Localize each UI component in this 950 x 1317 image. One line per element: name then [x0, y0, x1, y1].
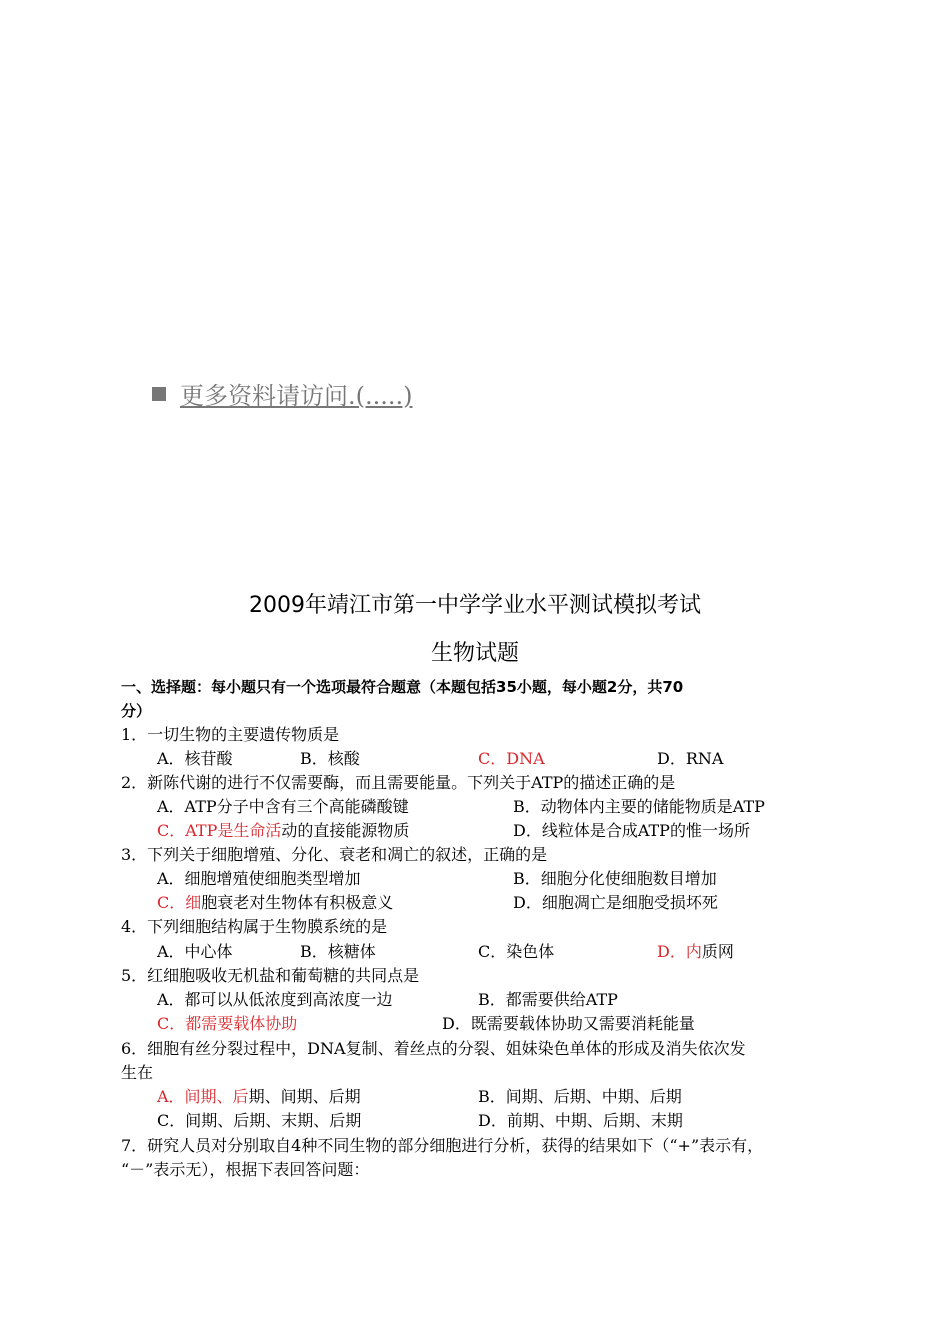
option-d: D．既需要载体协助又需要消耗能量: [442, 1014, 695, 1033]
section-heading-cont: 分）: [121, 702, 152, 720]
option-text: 动的直接能源物质: [281, 821, 410, 840]
answer-highlight: C．ATP是生命活: [157, 821, 282, 840]
option-c-answer: C．DNA: [478, 749, 545, 768]
option-b: B．核糖体: [300, 942, 376, 961]
option-c-answer: C．都需要载体协助: [157, 1014, 298, 1033]
square-bullet-icon: [152, 387, 166, 401]
question-stem: 1．一切生物的主要遗传物质是: [121, 725, 340, 744]
option-c: [157, 893, 393, 913]
option-text: 胞衰老对生物体有积极意义: [201, 893, 394, 912]
option-d: D．线粒体是合成ATP的惟一场所: [513, 821, 750, 840]
exam-subtitle: 生物试题: [430, 641, 519, 666]
option-d: D．前期、中期、后期、末期: [478, 1111, 683, 1130]
option-b: B．动物体内主要的储能物质是ATP: [513, 797, 765, 816]
option-b: B．核酸: [300, 749, 360, 768]
question-stem: 2．新陈代谢的进行不仅需要酶，而且需要能量。下列关于ATP的描述正确的是: [121, 773, 676, 792]
question-stem: 6．细胞有丝分裂过程中，DNA复制、着丝点的分裂、姐妹染色单体的形成及消失依次发: [121, 1039, 746, 1058]
option-b: B．间期、后期、中期、后期: [478, 1087, 682, 1106]
answer-highlight: D．内: [657, 942, 702, 961]
question-stem: 7．研究人员对分别取自4种不同生物的部分细胞进行分析，获得的结果如下（“+”表示有，: [121, 1136, 764, 1155]
option-text: 质网: [701, 942, 734, 961]
option-a: A．中心体: [157, 942, 233, 961]
option-b: B．都需要供给ATP: [478, 990, 618, 1009]
option-a: A．都可以从低浓度到高浓度一边: [157, 990, 393, 1009]
answer-highlight: A．间期、后: [157, 1087, 249, 1106]
option-a: A．核苷酸: [157, 749, 233, 768]
option-a: [157, 1087, 361, 1107]
option-c: [157, 821, 409, 841]
promo-link-row: [152, 376, 413, 411]
question-stem-cont: 生在: [121, 1063, 154, 1082]
option-a: A．ATP分子中含有三个高能磷酸键: [157, 797, 409, 816]
option-c: C．间期、后期、末期、后期: [157, 1111, 362, 1130]
option-text: 期、间期、后期: [248, 1087, 361, 1106]
option-a: A．细胞增殖使细胞类型增加: [157, 869, 361, 888]
option-d: D．RNA: [657, 749, 724, 768]
answer-highlight: C．细: [157, 893, 202, 912]
question-stem-cont: “－”表示无），根据下表回答问题：: [121, 1160, 370, 1179]
promo-link[interactable]: 更多资料请访问.(.....): [180, 382, 413, 410]
option-d: D．细胞凋亡是细胞受损坏死: [513, 893, 718, 912]
option-d: [657, 942, 734, 962]
option-c: C．染色体: [478, 942, 555, 961]
question-stem: 5．红细胞吸收无机盐和葡萄糖的共同点是: [121, 966, 420, 985]
section-heading: 一、选择题：每小题只有一个选项最符合题意（本题包括35小题，每小题2分，共70: [121, 678, 684, 696]
question-stem: 3．下列关于细胞增殖、分化、衰老和凋亡的叙述，正确的是: [121, 845, 548, 864]
question-stem: 4．下列细胞结构属于生物膜系统的是: [121, 917, 388, 936]
option-b: B．细胞分化使细胞数目增加: [513, 869, 717, 888]
exam-title: 2009年靖江市第一中学学业水平测试模拟考试: [249, 593, 701, 618]
